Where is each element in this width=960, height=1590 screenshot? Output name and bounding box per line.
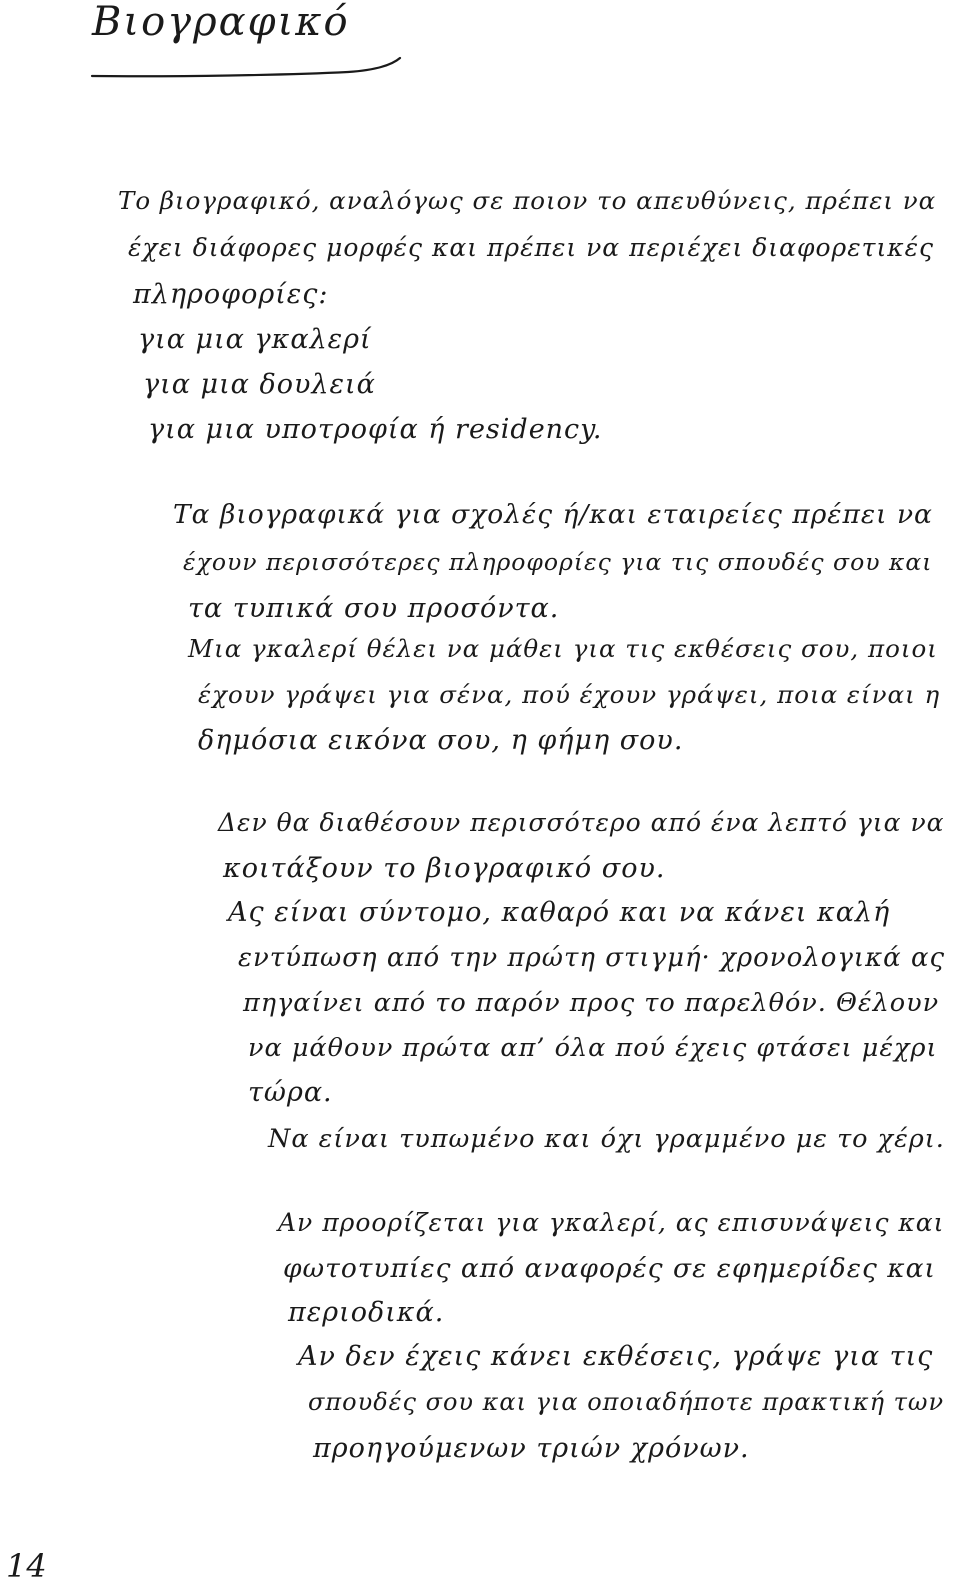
text-line: Το βιογραφικό, αναλόγως σε ποιον το απευθύνεις, πρέπει να (118, 186, 937, 215)
list-item: για μια δουλειά (143, 369, 376, 400)
text-line: Δεν θα διαθέσουν περισσότερο από ένα λεπτό για να (218, 808, 945, 837)
text-line: έχει διάφορες μορφές και πρέπει να περιέχει διαφορετικές (128, 233, 935, 262)
text-line: έχουν περισσότερες πληροφορίες για τις σπουδές σου και (183, 548, 933, 576)
text-line: Τα βιογραφικά για σχολές ή/και εταιρείες πρέπει να (173, 499, 933, 530)
text-line: Μια γκαλερί θέλει να μάθει για τις εκθέσεις σου, ποιοι (188, 634, 938, 663)
text-line: δημόσια εικόνα σου, η φήμη σου. (198, 725, 684, 756)
text-line: έχουν γράψει για σένα, πού έχουν γράψει, ποια είναι η (198, 680, 941, 709)
text-line: πληροφορίες: (133, 279, 329, 310)
text-line: εντύπωση από την πρώτη στιγμή· χρονολογικά ας (238, 943, 946, 973)
title-underline (88, 56, 408, 86)
text-line: φωτοτυπίες από αναφορές σε εφημερίδες και (283, 1253, 936, 1284)
text-line: τώρα. (248, 1077, 333, 1108)
text-line: Αν δεν έχεις κάνει εκθέσεις, γράψε για τις (298, 1341, 934, 1372)
text-line: κοιτάξουν το βιογραφικό σου. (223, 853, 666, 884)
list-item: για μια υποτροφία ή residency. (148, 414, 603, 445)
text-line: προηγούμενων τριών χρόνων. (313, 1433, 750, 1464)
text-line: Ας είναι σύντομο, καθαρό και να κάνει καλή (228, 897, 891, 928)
text-line: σπουδές σου και για οποιαδήποτε πρακτική των (308, 1388, 945, 1416)
text-line: τα τυπικά σου προσόντα. (188, 593, 560, 624)
page-title: Βιογραφικό (92, 0, 350, 45)
text-line: Να είναι τυπωμένο και όχι γραμμένο με το χέρι. (268, 1124, 945, 1154)
text-line: περιοδικά. (288, 1297, 445, 1328)
text-line: Αν προορίζεται για γκαλερί, ας επισυνάψεις και (278, 1208, 945, 1237)
text-line: να μάθουν πρώτα απ’ όλα πού έχεις φτάσει μέχρι (248, 1033, 938, 1063)
text-line: πηγαίνει από το παρόν προς το παρελθόν. Θέλουν (243, 988, 940, 1018)
page-number: 14 (6, 1547, 47, 1585)
list-item: για μια γκαλερί (138, 324, 372, 355)
